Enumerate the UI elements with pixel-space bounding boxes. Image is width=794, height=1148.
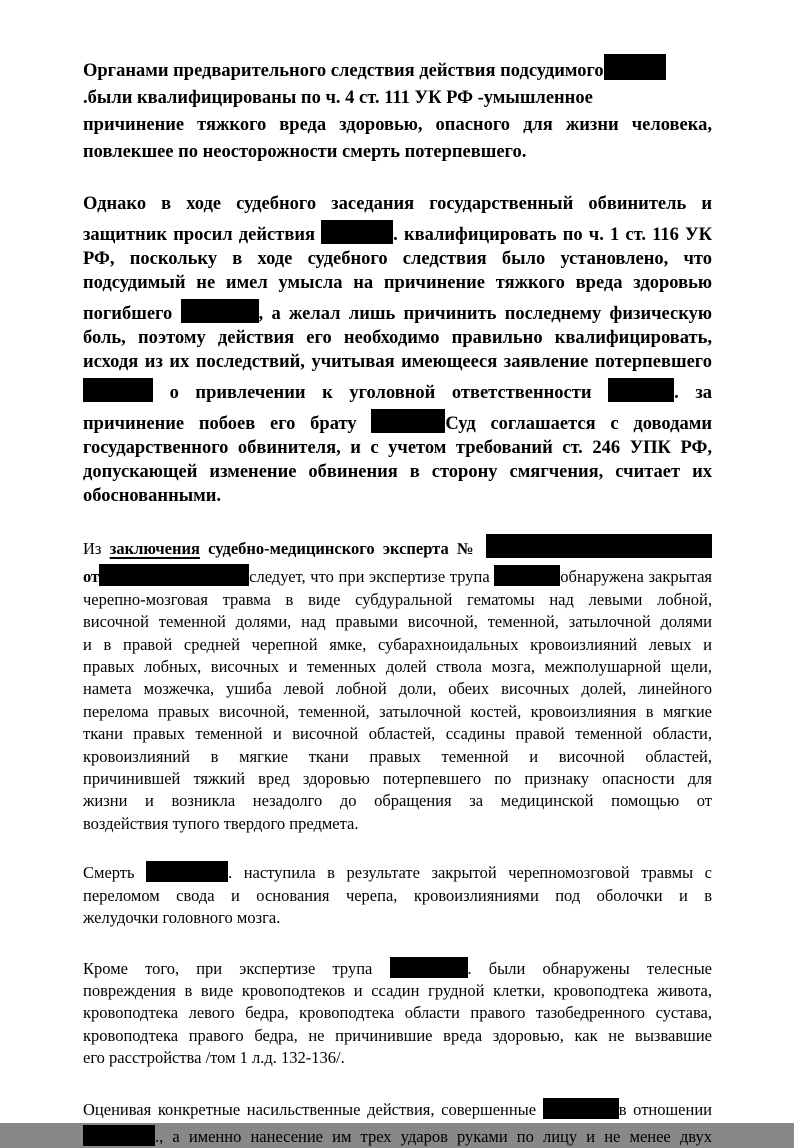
text-line xyxy=(83,530,712,560)
paragraph xyxy=(83,857,712,929)
text-segment: переломом свода и основания черепа, кровоизлияниями под оболочки и в xyxy=(83,885,712,905)
text-segment: Оценивая конкретные насильственные действия, совершенные xyxy=(83,1099,543,1119)
redaction-box xyxy=(146,861,228,882)
text-segment: и в правой средней черепной ямке, субарахноидальных кровоизлияний левых и xyxy=(83,634,712,654)
text-segment: в отношении xyxy=(618,1099,713,1119)
text-line xyxy=(83,247,712,271)
redaction-box xyxy=(494,565,560,586)
text-segment: кровоподтека правого бедра, не причинившие вреда здоровью, как не вызвавшие xyxy=(83,1025,712,1045)
text-segment: жизни и возникла незадолго до обращения за медицинской помощью от xyxy=(83,791,712,811)
text-segment: обнаружена закрытая xyxy=(560,567,712,587)
redaction-box xyxy=(608,378,674,402)
text-line xyxy=(83,885,712,907)
text-line xyxy=(83,436,712,460)
text-line xyxy=(83,813,712,835)
paragraph xyxy=(83,953,712,1070)
text-line xyxy=(83,1002,712,1024)
text-segment: ткани правых теменной и височной областей, ссадины правой теменной области, xyxy=(83,724,712,744)
text-segment: воздействия тупого твердого предмета. xyxy=(83,813,359,833)
paragraph xyxy=(83,50,712,166)
text-line xyxy=(83,192,712,216)
text-segment: кровоподтека левого бедра, кровоподтека области правого тазобедренного сустава, xyxy=(83,1003,712,1023)
text-segment: кровоизлияний в мягкие ткани правых теменной и височной областей, xyxy=(83,746,712,766)
text-segment: Из xyxy=(83,539,110,558)
redaction-box xyxy=(390,957,468,978)
text-segment: черепно-мозговая травма в виде субдуральной гематомы над левыми лобной, xyxy=(83,589,712,609)
redaction-box xyxy=(83,378,153,402)
text-line xyxy=(83,216,712,247)
text-line xyxy=(83,678,712,700)
text-segment: причинившей тяжкий вред здоровью потерпевшего по признаку опасности для xyxy=(83,769,712,789)
text-segment: , а желал лишь причинить последнему физическую xyxy=(258,304,712,324)
text-line xyxy=(83,980,712,1002)
redaction-box xyxy=(371,409,445,433)
text-line xyxy=(83,85,712,112)
text-line xyxy=(83,405,712,436)
text-segment: .были квалифицированы по ч. 4 ст. 111 УК РФ -умышленное xyxy=(83,88,593,108)
redaction-box xyxy=(83,1125,155,1146)
text-line xyxy=(83,701,712,723)
text-segment: . квалифицировать по ч. 1 ст. 116 УК xyxy=(393,225,712,245)
text-segment: ., а именно нанесение им трех ударов руками по лицу и не менее двух xyxy=(155,1126,712,1146)
text-segment: перелома правых височной, теменной, затылочной костей, кровоизлияния в мягкие xyxy=(83,701,712,721)
text-segment: . наступила в результате закрытой черепномозговой травмы с xyxy=(228,863,712,883)
text-segment: повлекшее по неосторожности смерть потерпевшего. xyxy=(83,142,527,162)
text-line xyxy=(83,139,712,166)
paragraph xyxy=(83,530,712,835)
text-line xyxy=(83,1025,712,1047)
text-segment: правых лобных, височных и теменных долей ствола мозга, межполушарной щели, xyxy=(83,657,712,677)
text-line xyxy=(83,374,712,405)
text-segment: заключения xyxy=(109,539,200,558)
text-segment: причинение тяжкого вреда здоровью, опасного для жизни человека, xyxy=(83,115,712,135)
text-segment: обоснованными. xyxy=(83,486,222,506)
text-segment: погибшего xyxy=(83,304,181,324)
text-line xyxy=(83,560,712,588)
text-line xyxy=(83,723,712,745)
text-segment: судебно-медицинского эксперта № xyxy=(199,539,486,558)
text-segment: повреждения в виде кровоподтеков и ссадин грудной клетки, кровоподтека живота, xyxy=(83,980,712,1000)
text-segment: височной теменной долями, над правыми височной, теменной, затылочной долями xyxy=(83,612,712,632)
text-line xyxy=(83,1047,712,1069)
text-line xyxy=(83,1094,712,1121)
text-segment: о привлечении к уголовной ответственности xyxy=(153,383,609,403)
text-line xyxy=(83,589,712,611)
text-segment: Суд соглашается с доводами xyxy=(445,414,712,434)
text-segment: исходя из их последствий, учитывая имеющееся заявление потерпевшего xyxy=(83,352,712,372)
text-line xyxy=(83,790,712,812)
redaction-box xyxy=(181,299,259,323)
text-segment: от xyxy=(83,567,100,587)
text-segment: Смерть xyxy=(83,863,147,883)
text-segment: . за xyxy=(674,383,713,403)
paragraph xyxy=(83,192,712,508)
text-segment: его расстройства /том 1 л.д. 132-136/. xyxy=(83,1048,345,1068)
redaction-box xyxy=(321,220,393,244)
text-segment: Кроме того, при экспертизе трупа xyxy=(83,958,390,978)
text-segment: защитник просил действия xyxy=(83,225,322,245)
document-body xyxy=(83,50,712,1148)
text-segment: допускающей изменение обвинения в сторону смягчения, считает их xyxy=(83,462,712,482)
text-line xyxy=(83,1121,712,1148)
text-line xyxy=(83,271,712,295)
text-segment: намета мозжечка, ушиба левой лобной доли, обеих височных долей, линейного xyxy=(83,679,712,699)
text-line xyxy=(83,768,712,790)
text-segment: подсудимый не имел умысла на причинение тяжкого вреда здоровью xyxy=(83,273,712,293)
redaction-box xyxy=(604,54,666,80)
text-line xyxy=(83,112,712,139)
text-line xyxy=(83,907,712,929)
text-line xyxy=(83,484,712,508)
text-line xyxy=(83,857,712,884)
text-segment: Органами предварительного следствия действия подсудимого xyxy=(83,61,604,81)
text-line xyxy=(83,746,712,768)
redaction-box xyxy=(543,1098,619,1119)
text-line xyxy=(83,295,712,326)
text-segment: причинение побоев его брату xyxy=(83,414,372,434)
text-segment: Однако в ходе судебного заседания государственный обвинитель и xyxy=(83,194,712,214)
text-line xyxy=(83,350,712,374)
text-line xyxy=(83,611,712,633)
text-line xyxy=(83,326,712,350)
paragraph xyxy=(83,1094,712,1148)
text-segment: боль, поэтому действия его необходимо правильно квалифицировать, xyxy=(83,328,712,348)
text-line xyxy=(83,656,712,678)
text-segment: государственного обвинителя, и с учетом требований ст. 246 УПК РФ, xyxy=(83,438,712,458)
text-segment: РФ, поскольку в ходе судебного следствия было установлено, что xyxy=(83,249,712,269)
redaction-box xyxy=(486,534,712,558)
text-line xyxy=(83,460,712,484)
text-segment: . были обнаружены телесные xyxy=(467,958,712,978)
text-line xyxy=(83,50,712,85)
text-line xyxy=(83,953,712,980)
text-segment: следует, что при экспертизе трупа xyxy=(249,567,495,587)
text-line xyxy=(83,634,712,656)
redaction-box xyxy=(99,564,249,586)
text-segment: желудочки головного мозга. xyxy=(83,908,281,928)
